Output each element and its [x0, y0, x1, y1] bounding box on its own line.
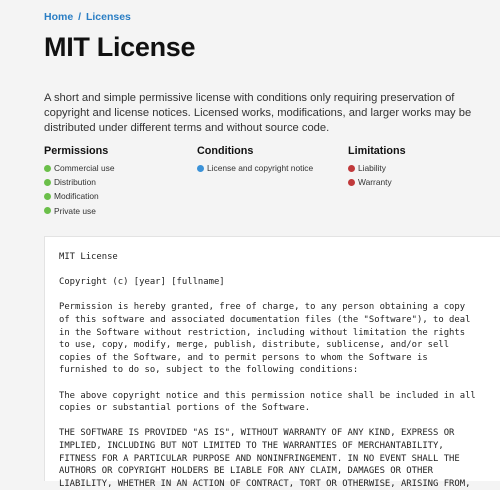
limitation-item[interactable] — [348, 175, 406, 189]
page-title: MIT License — [44, 32, 196, 62]
breadcrumb — [44, 11, 131, 23]
limitation-label: Warranty — [358, 177, 392, 188]
limitations-column — [348, 145, 406, 189]
limitation-label: Liability — [358, 163, 386, 173]
permission-label: Modification — [54, 191, 99, 202]
permission-label: Private use — [54, 205, 96, 216]
permission-item[interactable] — [44, 204, 115, 218]
condition-label: License and copyright notice — [207, 163, 314, 173]
breadcrumb-licenses-link[interactable]: Licenses — [85, 11, 131, 23]
conditions-column — [197, 145, 313, 175]
conditions-heading: Conditions — [197, 145, 254, 157]
permission-item[interactable] — [44, 175, 115, 189]
limitation-item[interactable] — [348, 161, 406, 175]
license-text[interactable]: MIT License Copyright (c) [year] [fullname] Permission is hereby granted, free of charge, to any person obtaining a copy of this software and associated documentation files (the "Software"), to deal in the Software without restriction, including without limitation the rights to use, copy, modify, merge, publish, distribute, sublicense, and/or sell copies of the Software, and to permit persons to whom the Software is furnished to do so, subject to the following conditions: The above copyright notice and this permission notice shall be included in all copies or substantial portions of the Software. THE SOFTWARE IS PROVIDED "AS IS", WITHOUT WARRANTY OF ANY KIND, EXPRESS OR IMPLIED, INCLUDING BUT NOT LIMITED TO THE WARRANTIES OF MERCHANTABILITY, FITNESS FOR A PARTICULAR PURPOSE AND NONINFRINGEMENT. IN NO EVENT SHALL THE AUTHORS OR COPYRIGHT HOLDERS BE LIABLE FOR ANY CLAIM, DAMAGES OR OTHER LIABILITY, WHETHER IN AN ACTION OF CONTRACT, TORT OR OTHERWISE, ARISING FROM, — [59, 252, 476, 489]
permissions-column — [44, 145, 115, 218]
permission-label: Commercial use — [54, 163, 115, 173]
permission-item[interactable] — [44, 161, 115, 175]
conditions-list — [197, 161, 313, 175]
limitations-list — [348, 161, 406, 189]
red-dot-icon — [348, 179, 355, 186]
condition-item[interactable] — [197, 161, 313, 175]
green-dot-icon — [44, 207, 51, 214]
license-description: A short and simple permissive license with conditions only requiring preservation of copyright and license notices. Licensed works, modifications, and larger works may be distributed under different terms and without source code. — [44, 92, 472, 134]
permissions-heading: Permissions — [44, 145, 109, 157]
license-text-box[interactable] — [44, 236, 500, 489]
breadcrumb-home-link[interactable]: Home — [44, 11, 74, 23]
blue-dot-icon — [197, 165, 204, 172]
limitations-heading: Limitations — [348, 145, 406, 157]
red-dot-icon — [348, 165, 355, 172]
green-dot-icon — [44, 193, 51, 200]
permission-item[interactable] — [44, 189, 115, 203]
green-dot-icon — [44, 165, 51, 172]
permission-label: Distribution — [54, 177, 96, 188]
green-dot-icon — [44, 179, 51, 186]
permissions-list — [44, 161, 115, 218]
breadcrumb-separator: / — [78, 11, 82, 23]
